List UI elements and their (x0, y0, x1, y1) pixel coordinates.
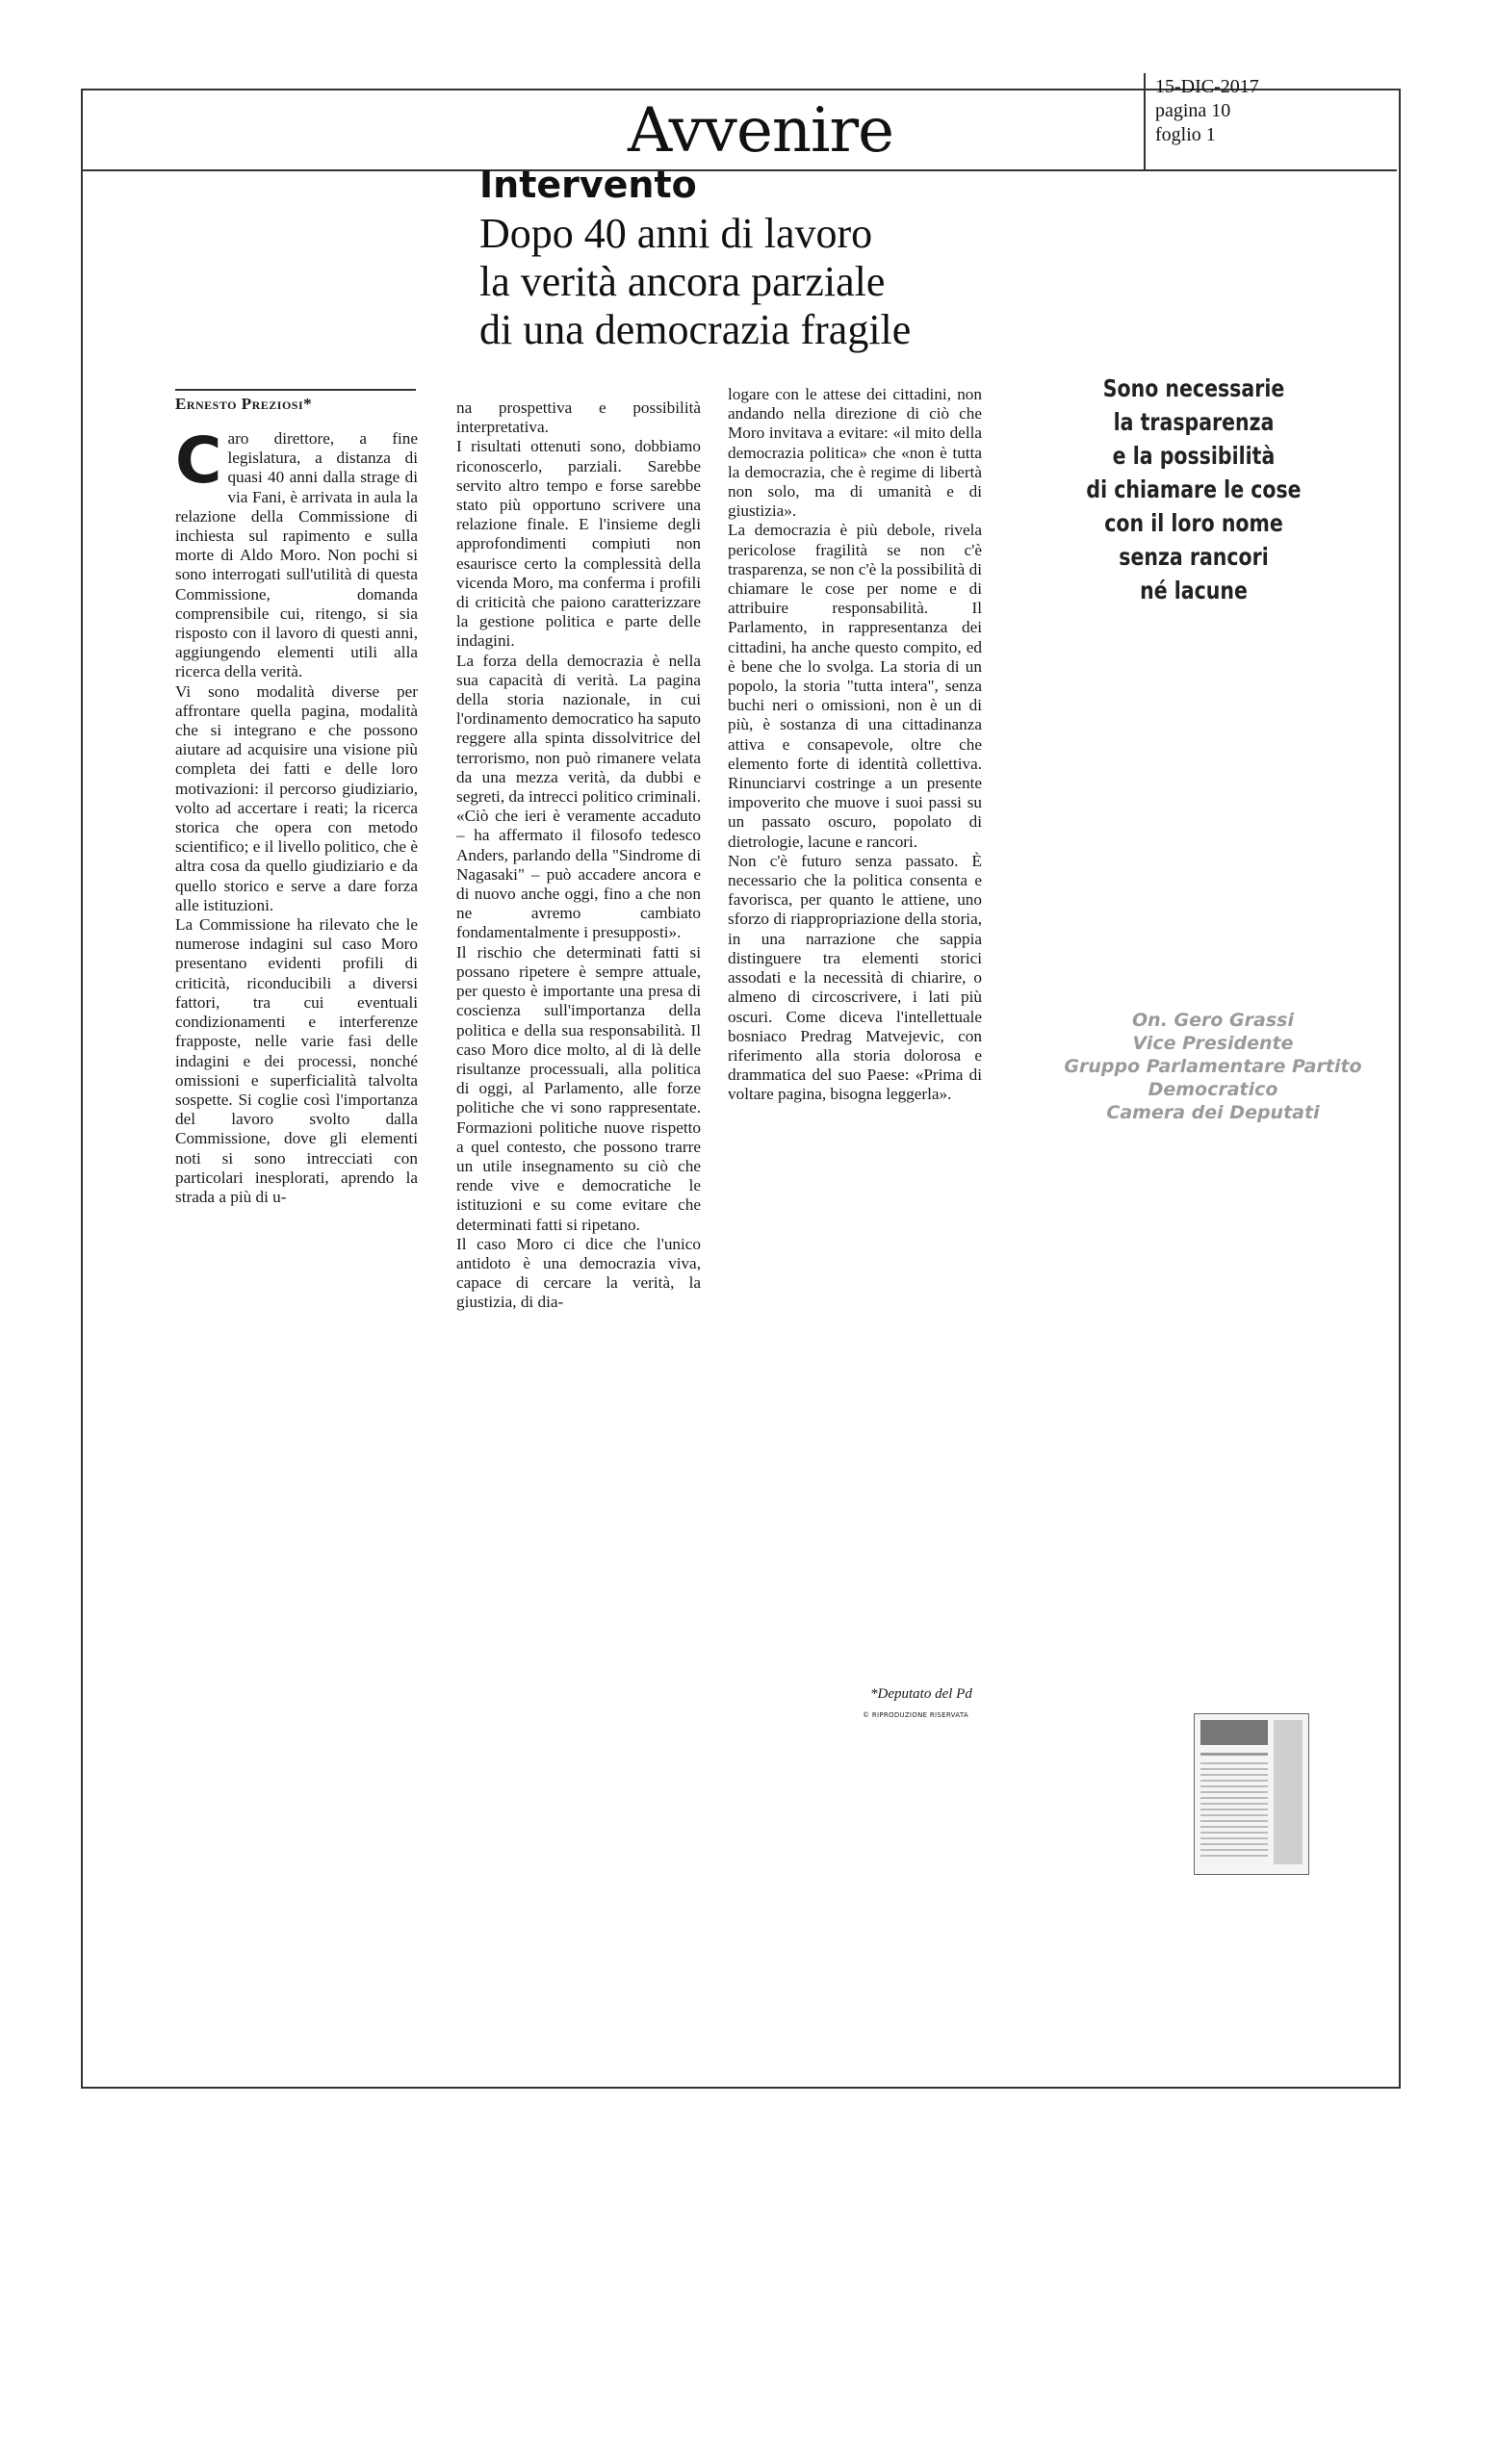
section-kicker: Intervento (479, 164, 697, 206)
stamp-line: Gruppo Parlamentare Partito Democratico (1064, 1056, 1362, 1100)
page-thumbnail (1194, 1713, 1309, 1875)
date-block (1155, 75, 1259, 147)
pull-quote-line: Sono necessarie (1102, 374, 1285, 402)
paragraph: Vi sono modalità diverse per affrontare quella pagina, modalità che si integrano e che possono aiutare ad acquisire una visione più completa dei fatti e delle loro motivazioni: il percorso giudiziario, volto ad accertare i reati; la ricerca storica che opera con metodo scientifico; e il livello politico, che è altra cosa da quello giudiziario e da quello storico e serve a dare forza alle istituzioni. (175, 681, 418, 914)
headline-line: la verità ancora parziale (479, 258, 886, 305)
pull-quote-line: senza rancori (1119, 543, 1269, 571)
author-note: *Deputato del Pd (870, 1686, 972, 1702)
paragraph: aro direttore, a fine legislatura, a distanza di quasi 40 anni dalla strage di via Fani, è arrivata in aula la relazione della Commissione di inchiesta sul rapimento e sulla morte di Aldo Moro. Non pochi si sono interrogati sull'utilità di questa Commissione, domanda comprensibile cui, ritengo, si sia risposto con il lavoro di questi anni, aggiungendo elementi utili alla ricerca della verità. (175, 429, 418, 681)
article-column-1 (175, 424, 418, 1207)
paragraph: La Commissione ha rilevato che le numerose indagini sul caso Moro presentano evidenti profili di criticità, riconducibili a diversi fattori, tra cui eventuali condizionamenti e interferenze frapposte, nelle varie fasi delle indagini e dei processi, nonché omissioni e superficialità talvolta sospette. Si coglie così l'importanza del lavoro svolto dalla Commissione, dove gli elementi noti si sono intrecciati con particolari inesplorati, aprendo la strada a più di u- (175, 915, 418, 1206)
pull-quote-line: né lacune (1140, 577, 1248, 604)
pull-quote-line: di chiamare le cose (1086, 475, 1302, 503)
headline-line: Dopo 40 anni di lavoro (479, 210, 873, 257)
date-box-divider (1144, 73, 1146, 169)
newspaper-masthead: Avvenire (628, 95, 893, 167)
stamp-line: Vice Presidente (1132, 1033, 1294, 1054)
paragraph: logare con le attese dei cittadini, non andando nella direzione di ciò che Moro invitava a evitare: «il mito della democrazia politica» che «non è tutta la democrazia, che è regime di libertà non solo, ma di umanità e di giustizia». (728, 385, 982, 521)
thumbnail-headline-bar (1200, 1753, 1268, 1756)
pull-quote (1083, 372, 1304, 607)
deputy-stamp (1001, 1009, 1425, 1124)
paragraph: Il rischio che determinati fatti si possano ripetere è sempre attuale, per questo è importante una presa di coscienza sull'importanza della politica e della sua responsabilità. Il caso Moro dice molto, al di là delle risultanze processuali, alla politica di oggi, al Parlamento, alle forze politiche che vi sono rappresentate. Formazioni politiche nuove rispetto a quel contesto, che possono trarre un utile insegnamento su ciò che rende vive e democratiche le istituzioni e su come evitare che determinati fatti si ripetano. (456, 942, 701, 1234)
paragraph: La forza della democrazia è nella sua capacità di verità. La pagina della storia nazionale, in cui l'ordinamento democratico ha saputo reggere alla spinta dissolvitrice del terrorismo, non può rimanere velata da una mezza verità, da dubbi e segreti, da intrecci politico criminali. «Ciò che ieri è veramente accaduto – ha affermato il filosofo tedesco Anders, parlando della "Sindrome di Nagasaki" – può accadere ancora e di nuovo anche oggi, fino a che non ne avremo cambiato fondamentalmente i presupposti». (456, 651, 701, 942)
stamp-line: Camera dei Deputati (1106, 1102, 1320, 1123)
thumbnail-image-block (1200, 1720, 1268, 1745)
headline (479, 210, 911, 354)
rights-notice: © RIPRODUZIONE RISERVATA (863, 1711, 968, 1719)
paragraph: Non c'è futuro senza passato. È necessario che la politica consenta e favorisca, per quanto le attiene, uno sforzo di riappropriazione della storia, in una narrazione che sappia distinguere tra elementi storici assodati e la necessità di chiarire, o almeno di circoscrivere, i lati più oscuri. Come diceva l'intellettuale bosniaco Predrag Matvejevic, con riferimento alla storia dolorosa e drammatica del suo Paese: «Prima di voltare pagina, bisogna leggerla». (728, 851, 982, 1104)
headline-line: di una democrazia fragile (479, 306, 912, 353)
paragraph: La democrazia è più debole, rivela pericolose fragilità se non c'è trasparenza, se non c'è la possibilità di chiamare le cose per nome e di attribuire responsabilità. Il Parlamento, in rappresentanza dei cittadini, ha anche questo compito, ed è bene che lo svolga. La storia di un popolo, la storia "tutta intera", senza buchi neri o omissioni, non è un di più, è sostanza di una cittadinanza attiva e consapevole, oltre che elemento forte di identità collettiva. Rinunciarvi costringe a un presente impoverito che muove i suoi passi su un passato oscuro, popolato di dietrologie, lacune e rancori. (728, 521, 982, 851)
author-byline: Ernesto Preziosi* (175, 395, 313, 413)
date: 15-DIC-2017 (1155, 76, 1259, 97)
pull-quote-line: la trasparenza (1113, 408, 1275, 436)
paragraph: Il caso Moro ci dice che l'unico antidoto è una democrazia viva, capace di cercare la verità, la giustizia, di dia- (456, 1234, 701, 1312)
pull-quote-line: e la possibilità (1112, 442, 1276, 470)
page-number: pagina 10 (1155, 100, 1231, 121)
paragraph: I risultati ottenuti sono, dobbiamo riconoscerlo, parziali. Sarebbe servito altro tempo e forse sarebbe stato più opportuno scrivere una relazione finale. E l'insieme degli approfondimenti compiuti non esaurisce certo la complessità della vicenda Moro, ma conferma i profili di criticità che paiono caratterizzare la gestione politica e parte delle indagini. (456, 437, 701, 651)
sheet-number: foglio 1 (1155, 124, 1216, 145)
author-rule (175, 389, 416, 391)
drop-cap: C (175, 424, 222, 498)
paragraph: na prospettiva e possibilità interpretativa. (456, 398, 701, 437)
stamp-line: On. Gero Grassi (1132, 1010, 1294, 1031)
article-column-2 (456, 398, 701, 1313)
thumbnail-side-column (1274, 1720, 1303, 1864)
article-column-3 (728, 385, 982, 1105)
pull-quote-line: con il loro nome (1104, 509, 1283, 537)
thumbnail-text-lines (1200, 1762, 1268, 1859)
